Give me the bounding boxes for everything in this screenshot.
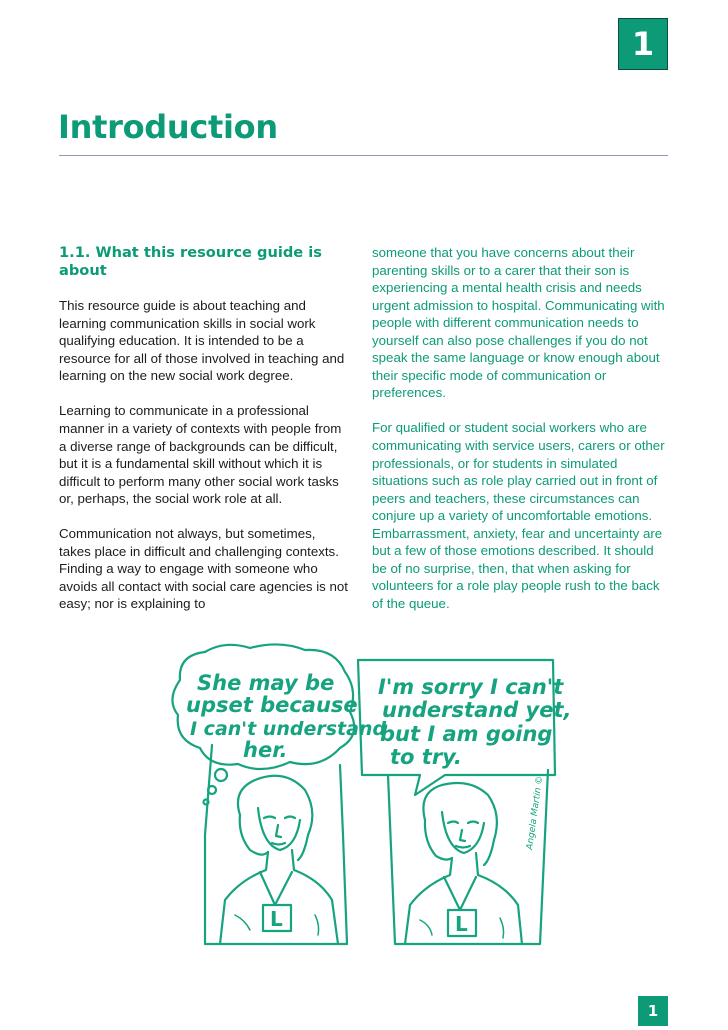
speech-line: understand yet, [382,698,572,722]
paragraph: This resource guide is about teaching and learning communication skills in social work qualifying education. It is intended to be a resource for all of those involved in teaching and learning on the new social work degree. [59,298,345,384]
thought-line: She may be [197,671,335,695]
thought-line: upset because [186,693,358,717]
speech-line: to try. [390,745,462,769]
artist-signature: Angela Martin © [525,775,546,851]
section-heading: 1.1. What this resource guide is about [59,244,322,279]
page-title: Introduction [58,108,278,146]
badge-letter: L [270,907,283,931]
thought-line: I can't understand [190,718,387,740]
speech-line: I'm sorry I can't [378,675,564,699]
paragraph: For qualified or student social workers who are communicating with service users, carers or other professionals, or for students in simulated situations such as role play carried out in front of peers and teachers, these circumstances can conjure up a variety of uncomfortable emotions. Embarrassment, anxiety, fear and uncertainty are but a few of those emotions described. It should be of no surprise, then, that when asking for volunteers for a role play people rush to the back of the queue. [372,420,665,611]
paragraph: someone that you have concerns about their parenting skills or to a carer that their son is experiencing a mental health crisis and needs urgent admission to hospital. Communicating with people with different communication needs to yourself can also pose challenges if you do not speak the same language or know enough about their specific mode of communication or preferences. [372,245,665,401]
speech-line: but I am going [380,722,553,746]
badge-letter: L [455,912,468,936]
thought-line: her. [243,738,288,762]
chapter-number-box: 1 [618,18,668,70]
paragraph: Learning to communicate in a professional manner in a variety of contexts with people from a diverse range of backgrounds can be difficult, but it is a fundamental skill without which it is difficult to perform many other social work tasks or, perhaps, the social work role at all. [59,403,342,507]
left-cartoon-panel [172,644,386,944]
paragraph: Communication not always, but sometimes, takes place in difficult and challenging contexts. Finding a way to engage with someone who avoids all contact with social care agencies is not easy; nor is explaining to [59,526,348,612]
right-cartoon-panel [358,660,571,944]
page-number: 1 [638,996,668,1026]
